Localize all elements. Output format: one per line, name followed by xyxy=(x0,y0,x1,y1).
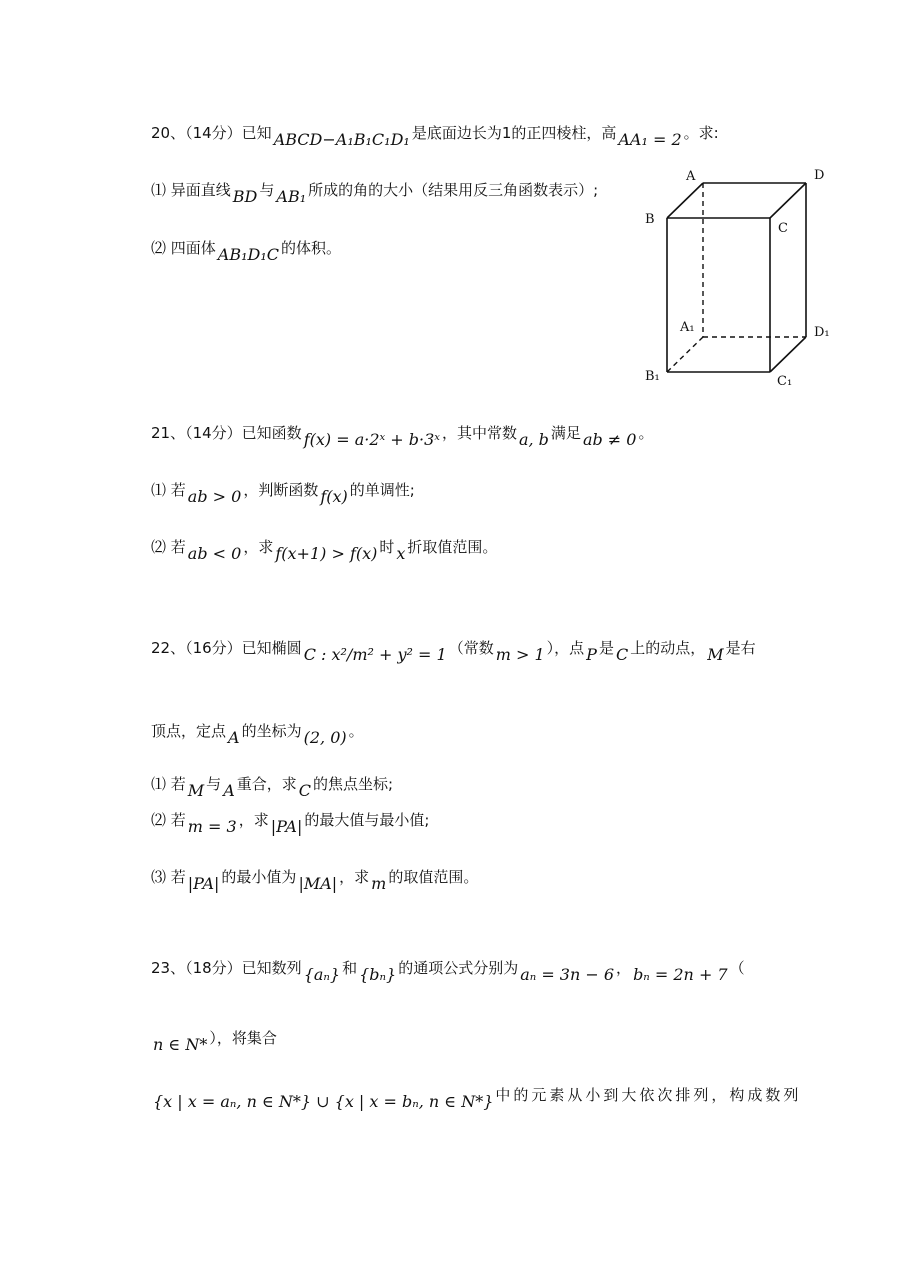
q22-p3-text: ⑶ 若 xyxy=(151,868,186,886)
q20-expr-prism: ABCD−A₁B₁C₁D₁ xyxy=(273,130,410,149)
q21-line1 xyxy=(151,423,654,449)
q23-l3-text: 中的元素从小到大依次排列，构成数列 xyxy=(495,1086,802,1104)
q22-mid: （常数 xyxy=(448,639,494,657)
q20-p1-bd: BD xyxy=(232,187,258,206)
q21-p2-ineq: f(x+1) > f(x) xyxy=(275,544,378,563)
q22-p2-mid: ，求 xyxy=(238,811,269,829)
q23-line2 xyxy=(151,1028,277,1054)
q23-set-union: {x | x = aₙ, n ∈ N*} ∪ {x | x = bₙ, n ∈ N*} xyxy=(153,1092,494,1111)
q23-n-domain: n ∈ N* xyxy=(153,1035,208,1054)
q21-header: 21、（14分）已知函数 xyxy=(151,424,302,442)
q21-p1-text: ⑴ 若 xyxy=(151,481,186,499)
q20-p1-ab1: AB₁ xyxy=(276,187,307,206)
q20-p2-tetra: AB₁D₁C xyxy=(217,245,279,264)
q22-l2-end: 。 xyxy=(348,722,364,740)
q22-p2-text: ⑵ 若 xyxy=(151,811,186,829)
q23-mid: 的通项公式分别为 xyxy=(398,959,519,977)
label-D1: D₁ xyxy=(814,325,830,340)
q21-part1 xyxy=(151,480,415,506)
q22-mid3: 是 xyxy=(598,639,614,657)
q22-p2-m: m = 3 xyxy=(187,817,237,836)
q22-tail: 是右 xyxy=(725,639,756,657)
q21-function: f(x) = a·2ˣ + b·3ˣ xyxy=(303,430,440,449)
q22-p1-mid: 重合，求 xyxy=(236,775,297,793)
q20-mid: 是底面边长为1的正四棱柱，高 xyxy=(411,124,617,142)
q20-part2 xyxy=(151,238,342,264)
q21-constants: a, b xyxy=(518,430,549,449)
q21-p1-rest: 的单调性; xyxy=(349,481,415,499)
q21-p2-when: 时 xyxy=(379,538,395,556)
q22-p3-mid: 的最小值为 xyxy=(221,868,297,886)
q22-p2-PA: |PA| xyxy=(270,817,303,836)
q22-l2-text: 顶点，定点 xyxy=(151,722,227,740)
q22-p1-M: M xyxy=(187,781,205,800)
q21-mid: ，其中常数 xyxy=(441,424,517,442)
q23-line1 xyxy=(151,958,745,984)
q20-p2-rest: 的体积。 xyxy=(281,239,342,257)
q20-p2-text: ⑵ 四面体 xyxy=(151,239,216,257)
q22-p3-MA: |MA| xyxy=(298,874,338,893)
q21-p2-x: x xyxy=(396,544,406,563)
q22-l2-A: A xyxy=(228,728,240,747)
q22-p1-rest: 的焦点坐标; xyxy=(313,775,394,793)
q23-tail: （ xyxy=(729,959,745,977)
q21-p2-mid: ，求 xyxy=(243,538,274,556)
q21-p2-rest: 折取值范围。 xyxy=(407,538,498,556)
q21-p1-fx: f(x) xyxy=(320,487,348,506)
q21-part2 xyxy=(151,537,498,563)
label-B: B xyxy=(645,212,655,227)
q21-condition: ab ≠ 0 xyxy=(582,430,637,449)
label-C: C xyxy=(778,221,788,236)
q22-ellipse: C : x²/m² + y² = 1 xyxy=(303,645,447,664)
q21-p1-cond: ab > 0 xyxy=(187,487,242,506)
q21-p2-cond: ab < 0 xyxy=(187,544,242,563)
q23-comma: ， xyxy=(616,959,632,977)
q23-l2-text: ），将集合 xyxy=(209,1029,277,1047)
q23-seq-a: {aₙ} xyxy=(303,965,341,984)
q22-part2 xyxy=(151,810,430,836)
q23-and: 和 xyxy=(342,959,358,977)
q22-p1-and: 与 xyxy=(206,775,222,793)
q22-p1-C: C xyxy=(298,781,312,800)
q21-tail: 。 xyxy=(638,424,654,442)
q22-mid4: 上的动点， xyxy=(630,639,706,657)
q20-line1 xyxy=(151,123,719,149)
label-A1: A₁ xyxy=(680,320,695,335)
q20-p1-and: 与 xyxy=(259,181,275,199)
label-D: D xyxy=(814,168,825,183)
q22-p1-text: ⑴ 若 xyxy=(151,775,186,793)
q22-line2 xyxy=(151,721,364,747)
q20-p1-text: ⑴ 异面直线 xyxy=(151,181,231,199)
label-C1: C₁ xyxy=(777,374,793,389)
q22-p3-PA: |PA| xyxy=(187,874,220,893)
q22-part3 xyxy=(151,867,479,893)
q22-p3-rest: 的取值范围。 xyxy=(388,868,479,886)
q23-bn: bₙ = 2n + 7 xyxy=(633,965,728,984)
q20-tail: 。求: xyxy=(683,124,719,142)
prism-figure xyxy=(640,165,840,395)
q22-p3-mid2: ，求 xyxy=(339,868,370,886)
q21-p1-mid: ，判断函数 xyxy=(243,481,319,499)
q22-part1 xyxy=(151,774,394,800)
q22-p3-m: m xyxy=(371,874,387,893)
q22-m-cond: m > 1 xyxy=(495,645,545,664)
q21-mid2: 满足 xyxy=(550,424,581,442)
label-B1: B₁ xyxy=(645,369,660,384)
q22-p1-A: A xyxy=(223,781,235,800)
q23-seq-b: {bₙ} xyxy=(359,965,397,984)
q22-l2-point: (2, 0) xyxy=(303,728,347,747)
q23-line3 xyxy=(151,1085,802,1111)
q22-line1 xyxy=(151,638,756,664)
q23-an: aₙ = 3n − 6 xyxy=(520,965,615,984)
q21-p2-text: ⑵ 若 xyxy=(151,538,186,556)
q22-C: C xyxy=(615,645,629,664)
q23-header: 23、（18分）已知数列 xyxy=(151,959,302,977)
q20-part1 xyxy=(151,180,599,206)
q22-P: P xyxy=(586,645,597,664)
q22-p2-rest: 的最大值与最小值; xyxy=(304,811,430,829)
q22-l2-mid: 的坐标为 xyxy=(241,722,302,740)
q20-expr-height: AA₁ = 2 xyxy=(618,130,682,149)
q22-M: M xyxy=(707,645,724,664)
q22-mid2: ），点 xyxy=(546,639,585,657)
q20-header: 20、（14分）已知 xyxy=(151,124,272,142)
q22-header: 22、（16分）已知椭圆 xyxy=(151,639,302,657)
q20-p1-rest: 所成的角的大小（结果用反三角函数表示）; xyxy=(308,181,599,199)
label-A: A xyxy=(686,169,696,184)
